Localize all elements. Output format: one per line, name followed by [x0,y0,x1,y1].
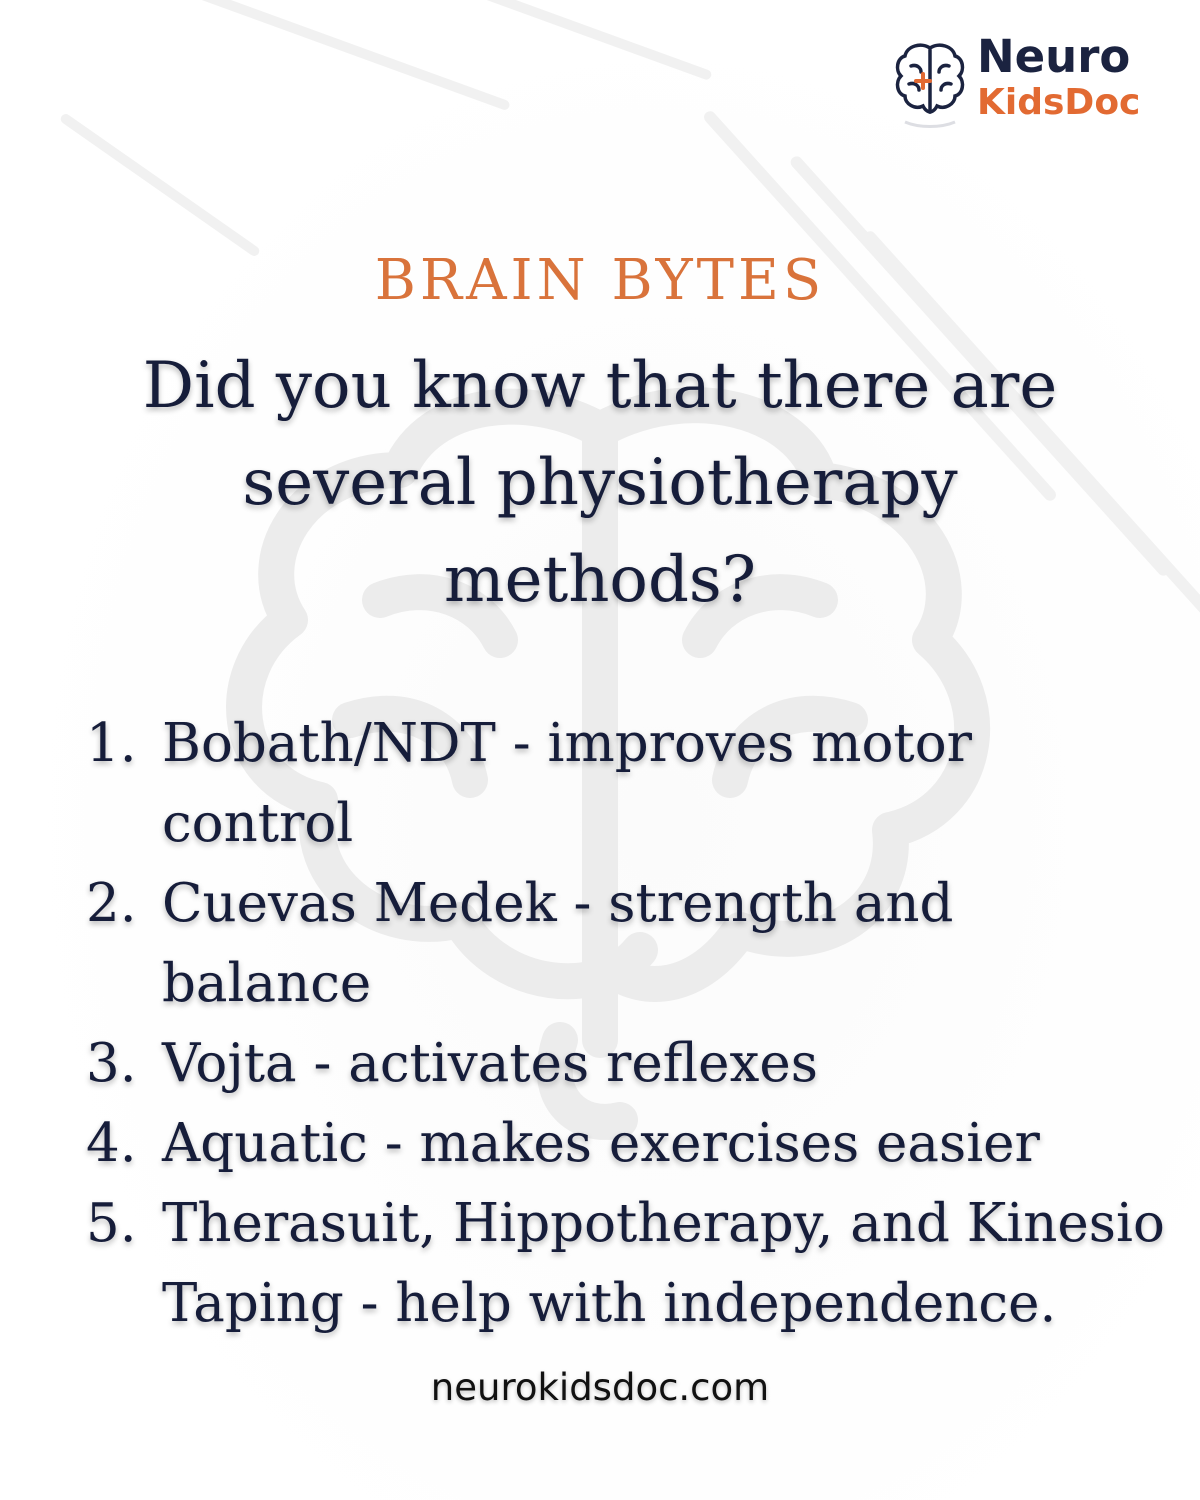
website-url[interactable]: neurokidsdoc.com [430,1366,770,1409]
list-item-text: Vojta - activates reflexes [162,1033,818,1094]
logo-word-neuro: Neuro [977,30,1131,83]
list-item-number: 3. [86,1033,137,1094]
list-item-number: 4. [86,1113,137,1174]
logo-word-kidsdoc: KidsDoc [977,82,1141,123]
list-item [86,704,1176,864]
list-item-number: 2. [86,873,137,934]
list-item-text: Bobath/NDT - improves motor control [162,713,972,854]
section-kicker: BRAIN BYTES [374,248,826,313]
list-item [86,1184,1176,1344]
list-item [86,1104,1176,1184]
list-item-text: Therasuit, Hippotherapy, and Kinesio Taping - help with independence. [162,1193,1165,1334]
list-item-text: Aquatic - makes exercises easier [162,1113,1040,1174]
brain-cross-icon [893,38,967,130]
headline-question: Did you know that there are several physiotherapy methods? [142,349,1058,617]
brand-logo [893,30,1163,136]
methods-list [86,704,1176,1344]
list-item-number: 5. [86,1193,137,1254]
list-item-number: 1. [86,713,137,774]
list-item [86,864,1176,1024]
list-item [86,1024,1176,1104]
list-item-text: Cuevas Medek - strength and balance [162,873,954,1014]
